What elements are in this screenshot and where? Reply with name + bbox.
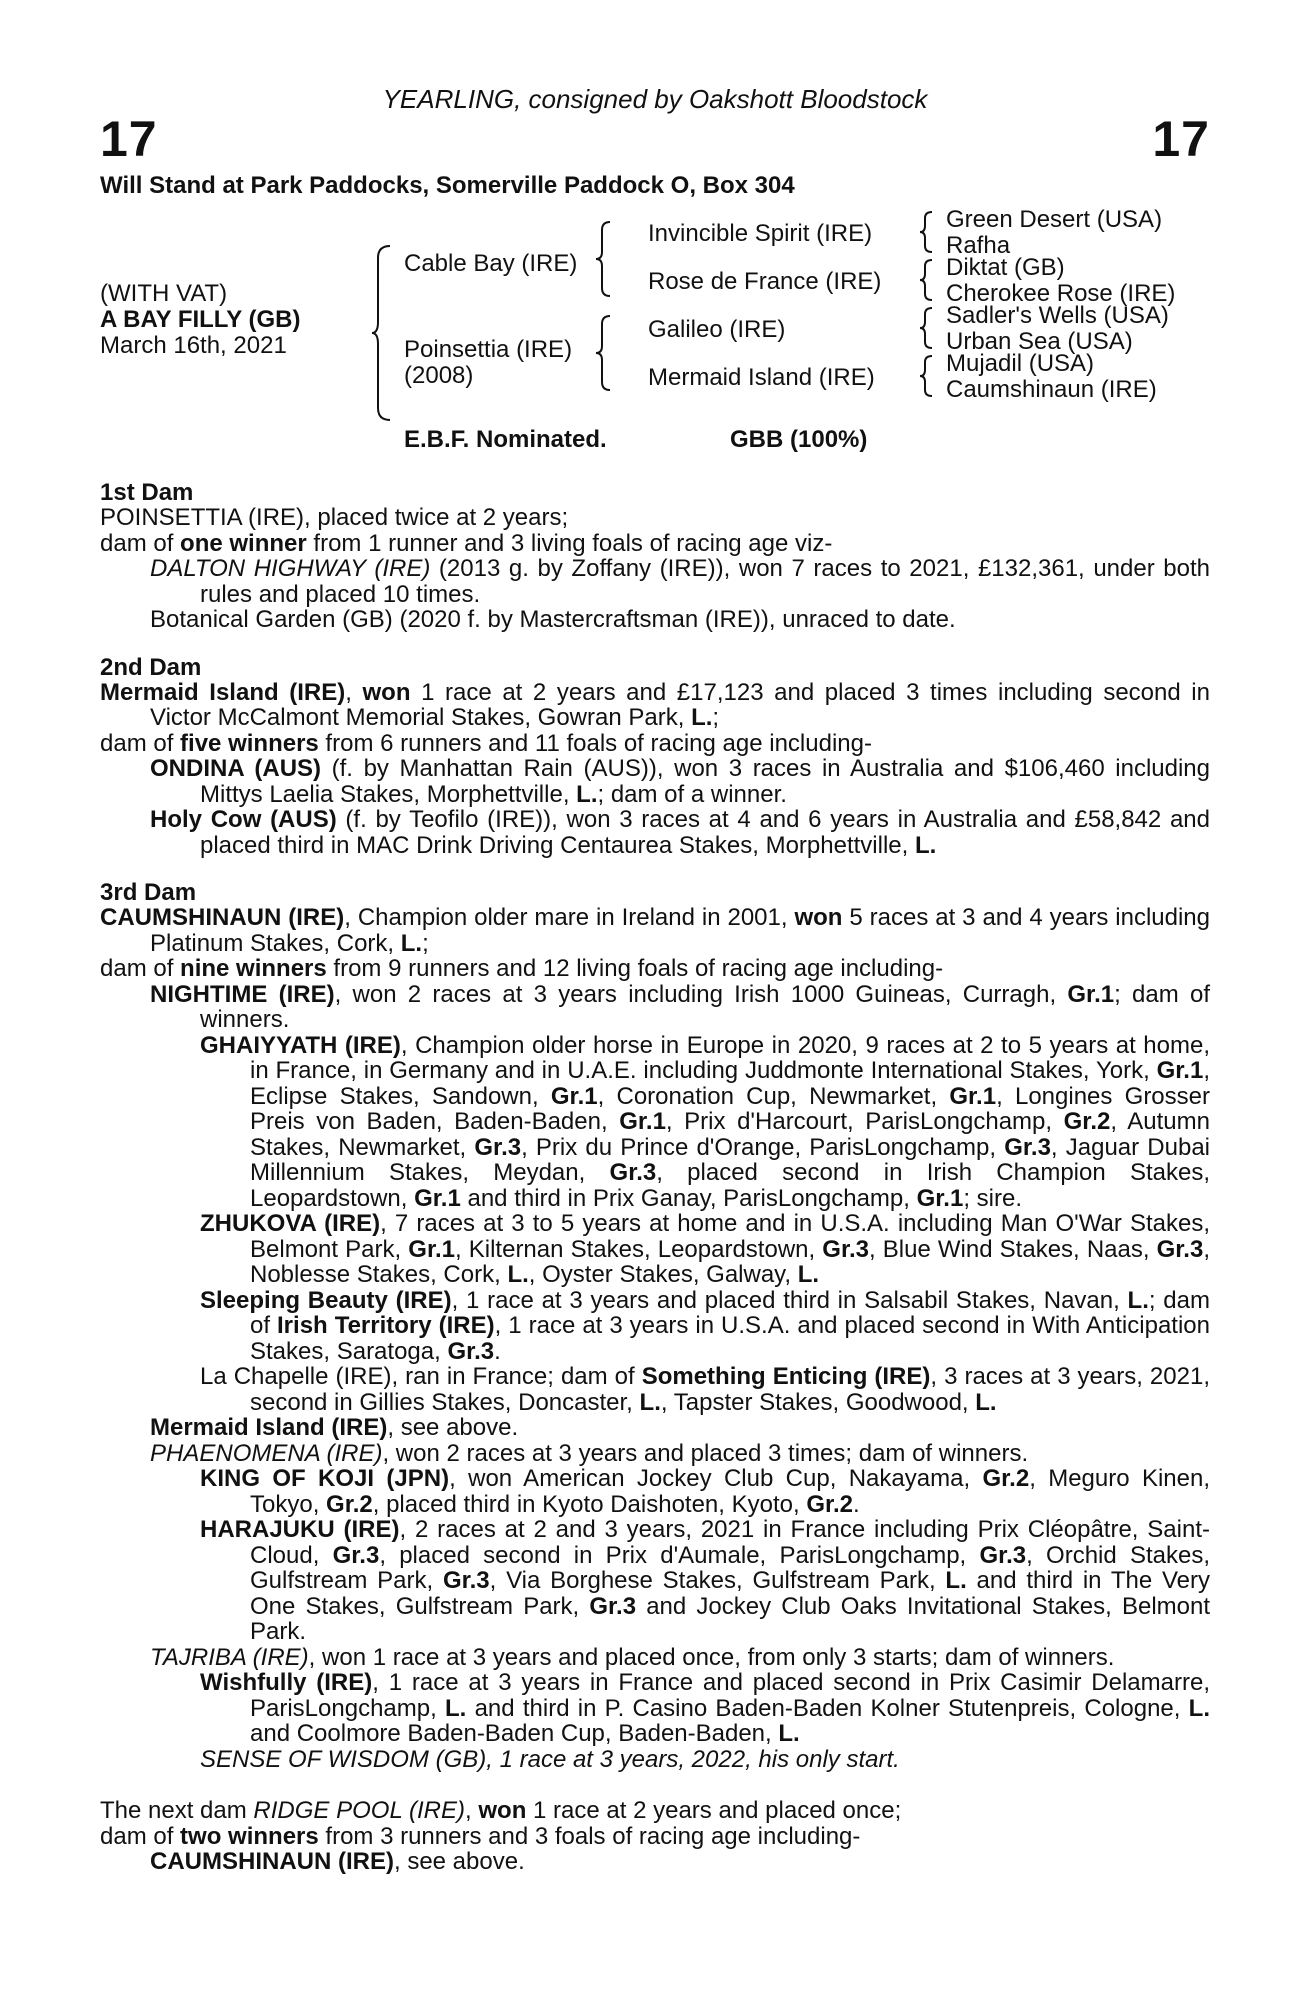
ggd-3: Urban Sea (USA) [946, 328, 1133, 355]
brace-g1 [920, 210, 934, 254]
produce-entry: ONDINA (AUS) (f. by Manhattan Rain (AUS)), won 3 races in Australia and $106,460 including Mittys Laelia Stakes, Morphettville, L.; dam of a winner. [150, 755, 1211, 808]
dam-dam: Mermaid Island (IRE) [648, 364, 875, 391]
produce-entry: DALTON HIGHWAY (IRE) (2013 g. by Zoffany (IRE)), won 7 races to 2021, £132,361, under both rules and placed 10 times. [150, 555, 1210, 608]
second-dam-line: Mermaid Island (IRE), won 1 race at 2 years and £17,123 and placed 3 times including second in Victor McCalmont Memorial Stakes, Gowran Park, L.; [100, 678, 1210, 731]
third-dam-section [100, 880, 1210, 1772]
pedigree-chart [100, 204, 1210, 424]
grand-produce-entry: SENSE OF WISDOM (GB), 1 race at 3 years, 2022, his only start. [200, 1745, 900, 1773]
ggs-4: Mujadil (USA) [946, 350, 1095, 377]
third-dam-line: CAUMSHINAUN (IRE), Champion older mare in Ireland in 2001, won 5 races at 3 and 4 years including Platinum Stakes, Cork, L.; [100, 904, 1210, 957]
foaling-date: March 16th, 2021 [100, 332, 287, 359]
next-dam-produce-line: dam of two winners from 3 runners and 3 foals of racing age including- [100, 1822, 861, 1850]
lot-header [100, 80, 1210, 166]
first-dam-produce-line: dam of one winner from 1 runner and 3 living foals of racing age viz- [100, 529, 833, 557]
gbb-note: GBB (100%) [730, 426, 868, 453]
sire-sire: Invincible Spirit (IRE) [648, 220, 873, 247]
consignment-line: YEARLING, consigned by Oakshott Bloodstock [382, 84, 928, 114]
next-dam-section [100, 1798, 1210, 1875]
lot-number-right: 17 [1152, 111, 1210, 167]
sire-name: Cable Bay (IRE) [404, 250, 578, 277]
first-dam-title: 1st Dam [100, 479, 194, 506]
produce-entry: Mermaid Island (IRE), see above. [150, 1414, 519, 1441]
horse-name: A BAY FILLY (GB) [100, 306, 301, 333]
nomination-line [100, 426, 1210, 466]
first-dam-section [100, 480, 1210, 633]
third-dam-produce-line: dam of nine winners from 9 runners and 12 living foals of racing age including- [100, 955, 944, 982]
grand-produce-entry: La Chapelle (IRE), ran in France; dam of Something Enticing (IRE), 3 races at 3 years, 2021, second in Gillies Stakes, Doncaster, L., Tapster Stakes, Goodwood, L. [200, 1363, 1210, 1416]
produce-entry: PHAENOMENA (IRE), won 2 races at 3 years and placed 3 times; dam of winners. [150, 1439, 1029, 1467]
stand-location: Will Stand at Park Paddocks, Somerville Paddock O, Box 304 [100, 172, 795, 199]
first-dam-line: POINSETTIA (IRE), placed twice at 2 years; [100, 504, 569, 531]
grand-produce-entry: ZHUKOVA (IRE), 7 races at 3 to 5 years at home and in U.S.A. including Man O'War Stakes, Belmont Park, Gr.1, Kilternan Stakes, Leopardstown, Gr.3, Blue Wind Stakes, Naas, Gr.3, Noblesse Stakes, Cork, L., Oyster Stakes, Galway, L. [200, 1210, 1210, 1288]
produce-entry: NIGHTIME (IRE), won 2 races at 3 years including Irish 1000 Guineas, Curragh, Gr.1; dam of winners. [150, 980, 1210, 1033]
grand-produce-entry: Wishfully (IRE), 1 race at 3 years in France and placed second in Prix Casimir Delamarre, ParisLongchamp, L. and third in P. Casino Baden-Baden Kolner Stutenpreis, Cologne, L. and Coolmore Baden-Baden Cup, Baden-Baden, L. [200, 1669, 1210, 1747]
brace-dam [596, 314, 612, 392]
produce-entry: CAUMSHINAUN (IRE), see above. [150, 1848, 525, 1875]
grand-produce-entry: KING OF KOJI (JPN), won American Jockey Club Cup, Nakayama, Gr.2, Meguro Kinen, Tokyo, Gr.2, placed third in Kyoto Daishoten, Kyoto, Gr.2. [200, 1465, 1210, 1518]
grand-produce-entry: HARAJUKU (IRE), 2 races at 2 and 3 years, 2021 in France including Prix Cléopâtre, Saint-Cloud, Gr.3, placed second in Prix d'Aumale, ParisLongchamp, Gr.3, Orchid Stakes, Gulfstream Park, Gr.3, Via Borghese Stakes, Gulfstream Park, L. and third in The Very One Stakes, Gulfstream Park, Gr.3 and Jockey Club Oaks Invitational Stakes, Belmont Park. [200, 1516, 1211, 1645]
second-dam-produce-line: dam of five winners from 6 runners and 11 foals of racing age including- [100, 729, 872, 757]
dam-name: Poinsettia (IRE) [404, 336, 573, 363]
produce-entry: Botanical Garden (GB) (2020 f. by Mastercraftsman (IRE)), unraced to date. [150, 606, 956, 633]
produce-entry: Holy Cow (AUS) (f. by Teofilo (IRE)), won 3 races at 4 and 6 years in Australia and £58,842 and placed third in MAC Drink Driving Centaurea Stakes, Morphettville, L. [150, 806, 1210, 859]
ggd-1: Rafha [946, 232, 1011, 259]
next-dam-line: The next dam RIDGE POOL (IRE), won 1 race at 2 years and placed once; [100, 1797, 902, 1824]
dam-year: (2008) [404, 362, 474, 389]
produce-entry: TAJRIBA (IRE), won 1 race at 3 years and placed once, from only 3 starts; dam of winners. [150, 1643, 1115, 1671]
brace-g3 [920, 306, 934, 350]
sire-dam: Rose de France (IRE) [648, 268, 882, 295]
ggd-2: Cherokee Rose (IRE) [946, 280, 1176, 307]
ggd-4: Caumshinaun (IRE) [946, 376, 1157, 403]
ggs-2: Diktat (GB) [946, 254, 1065, 281]
lot-number-left: 17 [100, 111, 158, 167]
ggs-3: Sadler's Wells (USA) [946, 302, 1169, 329]
ggs-1: Green Desert (USA) [946, 206, 1163, 233]
catalogue-page [100, 80, 1210, 1875]
second-dam-section [100, 655, 1210, 859]
second-dam-title: 2nd Dam [100, 653, 202, 681]
ebf-note: E.B.F. Nominated. [404, 426, 607, 453]
brace-sire [596, 220, 612, 298]
grand-produce-entry: GHAIYYATH (IRE), Champion older horse in Europe in 2020, 9 races at 2 to 5 years at home, in France, in Germany and in U.A.E. including Juddmonte International Stakes, York, Gr.1, Eclipse Stakes, Sandown, Gr.1, Coronation Cup, Newmarket, Gr.1, Longines Grosser Preis von Baden, Baden-Baden, Gr.1, Prix d'Harcourt, ParisLongchamp, Gr.2, Autumn Stakes, Newmarket, Gr.3, Prix du Prince d'Orange, ParisLongchamp, Gr.3, Jaguar Dubai Millennium Stakes, Meydan, Gr.3, placed second in Irish Champion Stakes, Leopardstown, Gr.1 and third in Prix Ganay, ParisLongchamp, Gr.1; sire. [200, 1031, 1211, 1212]
vat-note: (WITH VAT) [100, 280, 228, 307]
dam-sire: Galileo (IRE) [648, 316, 786, 343]
brace-g4 [920, 354, 934, 398]
grand-produce-entry: Sleeping Beauty (IRE), 1 race at 3 years and placed third in Salsabil Stakes, Navan, L.; dam of Irish Territory (IRE), 1 race at 3 years in U.S.A. and placed second in With Anticipation Stakes, Saratoga, Gr.3. [200, 1286, 1210, 1365]
brace-g2 [920, 258, 934, 302]
third-dam-title: 3rd Dam [100, 879, 197, 906]
brace-main [372, 244, 394, 422]
